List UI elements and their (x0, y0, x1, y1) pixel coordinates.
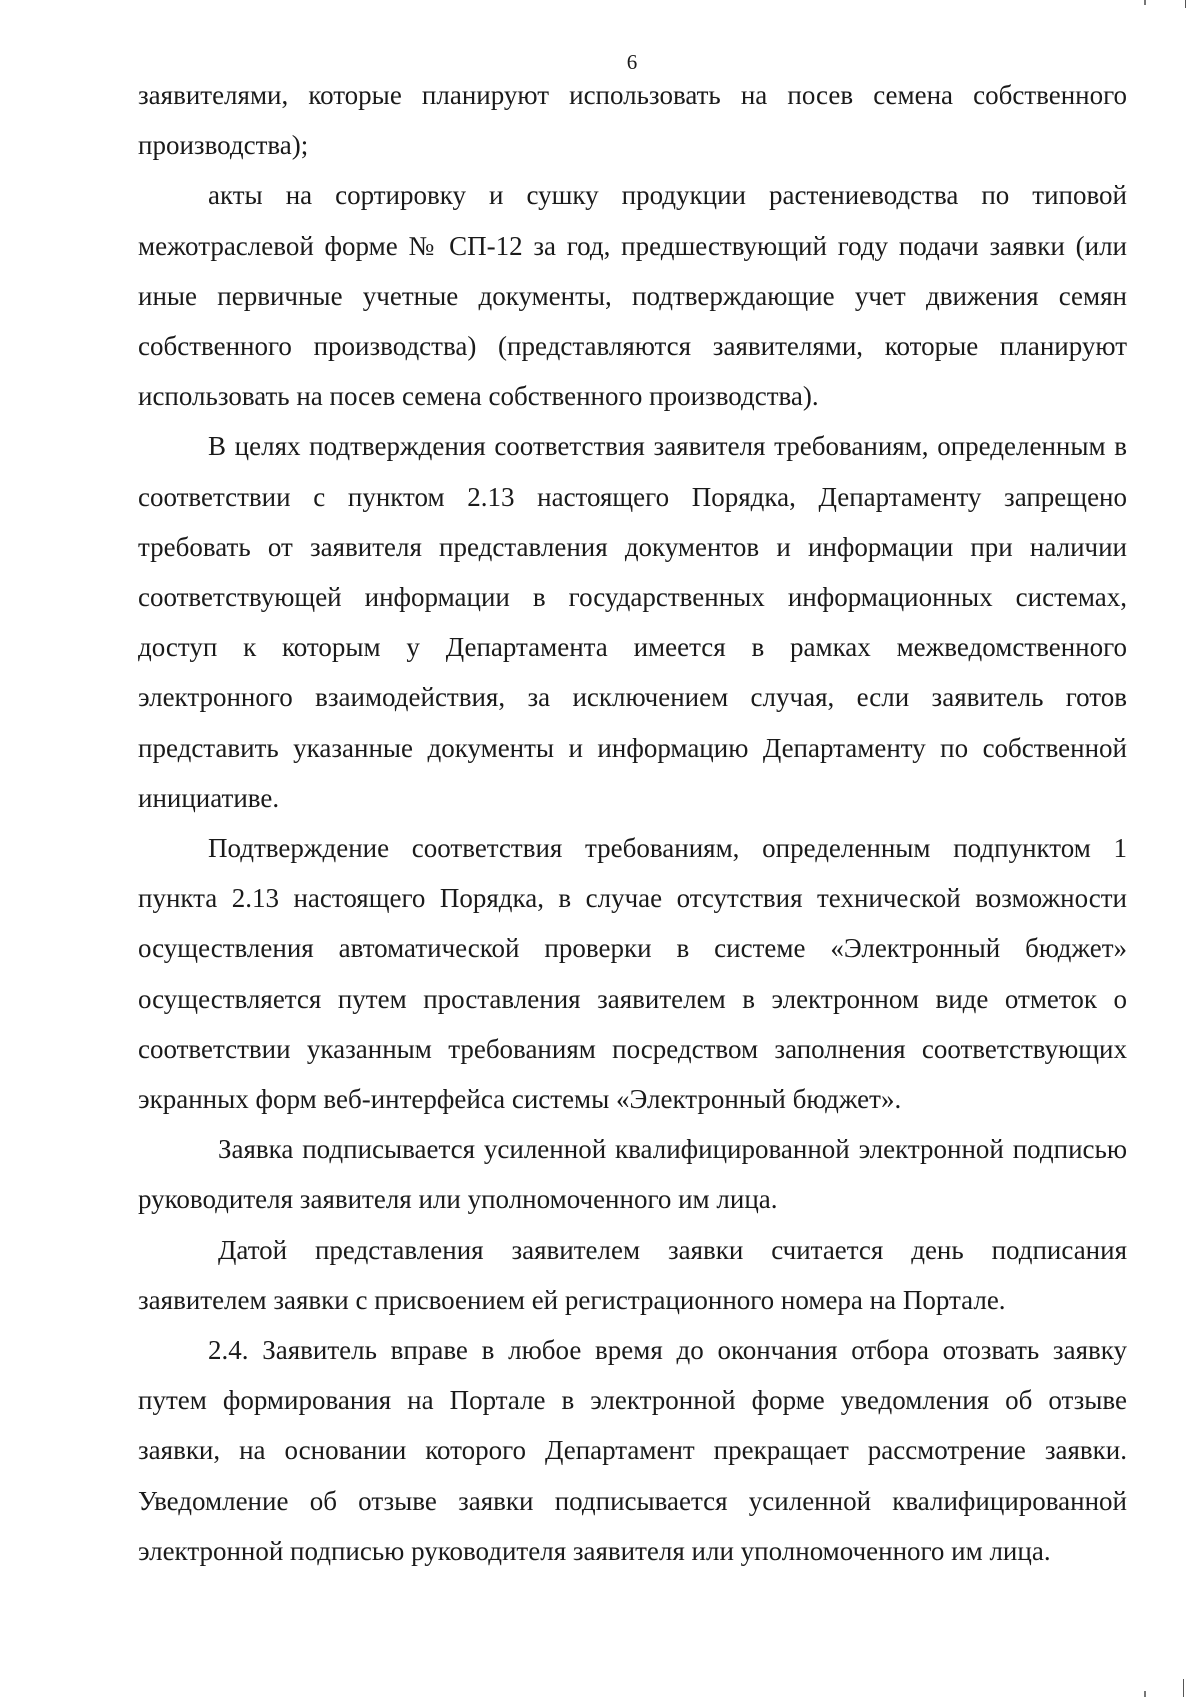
paragraph: Датой представления заявителем заявки считается день подписания заявителем заявки с присвоением ей регистрационного номера на Портале. (138, 1234, 1127, 1315)
paragraph: В целях подтверждения соответствия заявителя требованиям, определенным в соответствии с пунктом 2.13 настоящего Порядка, Департаменту запрещено требовать от заявителя представления документов и информации при наличии соответствующей информации в государственных информационных системах, доступ к которым у Департамента имеется в рамках межведомственного электронного взаимодействия, за исключением случая, если заявитель готов представить указанные документы и информацию Департаменту по собственной инициативе. (138, 431, 1127, 813)
scan-edge-mark (1144, 0, 1146, 5)
page-number: 6 (626, 50, 638, 74)
paragraph: акты на сортировку и сушку продукции растениеводства по типовой межотраслевой форме № СП-12 за год, предшествующий году подачи заявки (или иные первичные учетные документы, подтверждающие учет движения семян собственного производства) (представляются заявителями, которые планируют использовать на посев семена собственного производства). (138, 180, 1127, 412)
scan-edge-mark (1185, 0, 1186, 8)
paragraph: заявителями, которые планируют использовать на посев семена собственного производства); (138, 80, 1127, 161)
scan-edge-mark (1183, 1679, 1184, 1697)
document-body (138, 70, 1127, 1576)
paragraph: Заявка подписывается усиленной квалифицированной электронной подписью руководителя заявителя или уполномоченного им лица. (138, 1134, 1127, 1215)
scan-edge-mark (1144, 1691, 1146, 1697)
paragraph: 2.4. Заявитель вправе в любое время до окончания отбора отозвать заявку путем формирования на Портале в электронной форме уведомления об отзыве заявки, на основании которого Департамент прекращает рассмотрение заявки. Уведомление об отзыве заявки подписывается усиленной квалифицированной электронной подписью руководителя заявителя или уполномоченного им лица. (138, 1335, 1127, 1566)
paragraph: Подтверждение соответствия требованиям, определенным подпунктом 1 пункта 2.13 настоящего Порядка, в случае отсутствия технической возможности осуществления автоматической проверки в системе «Электронный бюджет» осуществляется путем проставления заявителем в электронном виде отметок о соответствии указанным требованиям посредством заполнения соответствующих экранных форм веб-интерфейса системы «Электронный бюджет». (138, 833, 1127, 1115)
